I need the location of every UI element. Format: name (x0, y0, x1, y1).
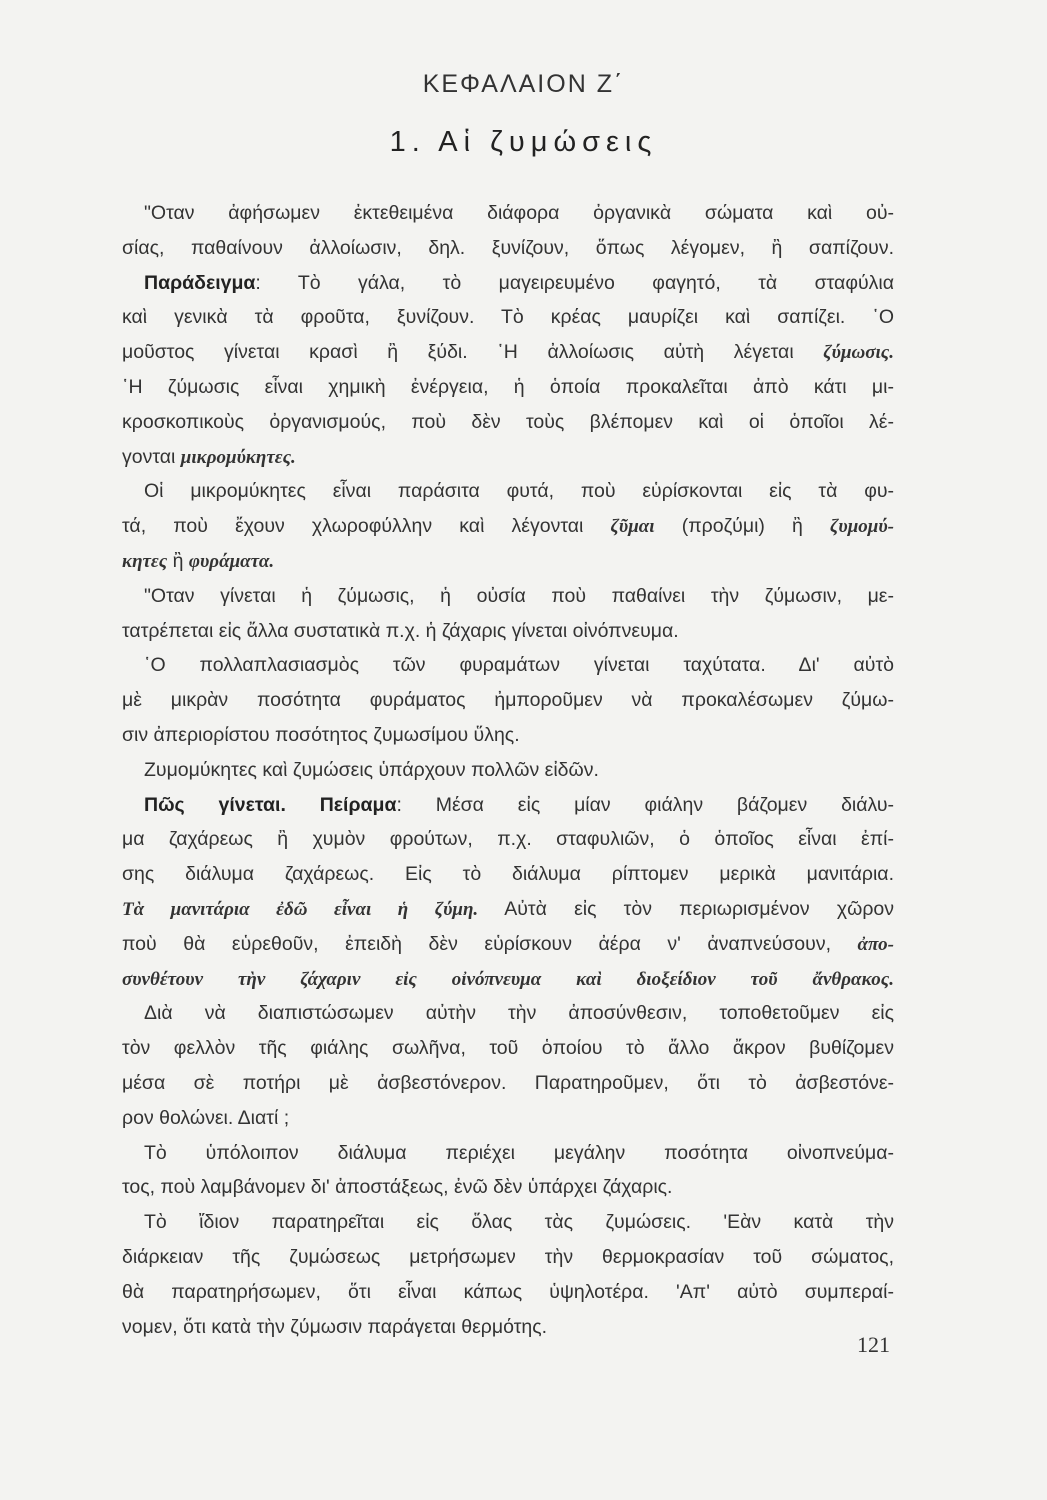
text-line (122, 614, 894, 649)
emphasis-text: κητες (122, 550, 168, 572)
text-line (122, 927, 894, 962)
emphasis-text: ἀπο- (857, 933, 894, 955)
text-line (122, 648, 894, 683)
text-line (122, 1136, 894, 1171)
text-line (122, 1101, 894, 1136)
text-line (122, 405, 894, 440)
text-run: μοῦστος γίνεται κρασὶ ἢ ξύδι. ῾Η ἀλλοίωσις αὐτὴ λέγεται (122, 341, 824, 364)
text-run: θὰ παρατηρήσωμεν, ὅτι εἶναι κάπως ὑψηλοτέρα. 'Απ' αὐτὸ συμπεραί- (122, 1280, 894, 1303)
text-run: Οἱ μικρομύκητες εἶναι παράσιτα φυτά, ποὺ εὑρίσκονται εἰς τὰ φυ- (144, 480, 894, 503)
text-line (122, 300, 894, 335)
text-run: σιν ἀπεριορίστου ποσότητος ζυμωσίμου ὕλης. (122, 723, 520, 746)
text-run: μα ζαχάρεως ἢ χυμὸν φρούτων, π.χ. σταφυλιῶν, ὁ ὁποῖος εἶναι ἐπί- (122, 828, 894, 851)
text-run: μέσα σὲ ποτήρι μὲ ἀσβεστόνερον. Παρατηροῦμεν, ὅτι τὸ ἀσβεστόνε- (122, 1071, 894, 1094)
text-run: ρον θολώνει. Διατί ; (122, 1106, 290, 1129)
text-run: σης διάλυμα ζαχάρεως. Εἰς τὸ διάλυμα ρίπτομεν μερικὰ μανιτάρια. (122, 863, 894, 886)
text-line (122, 962, 894, 997)
page-number: 121 (857, 1332, 890, 1357)
text-line (122, 370, 894, 405)
bold-heading-text: Παράδειγμα (144, 271, 256, 294)
text-run: "Οταν ἀφήσωμεν ἐκτεθειμένα διάφορα ὀργανικὰ σώματα καὶ οὐ- (144, 202, 894, 224)
text-run: σίας, παθαίνουν ἀλλοίωσιν, δηλ. ξυνίζουν, ὅπως λέγομεν, ἢ σαπίζουν. (122, 236, 894, 259)
text-line (122, 579, 894, 614)
text-line (122, 857, 894, 892)
text-line (122, 718, 894, 753)
text-run: ῾Η ζύμωσις εἶναι χημικὴ ἐνέργεια, ἡ ὁποία προκαλεῖται ἀπὸ κάτι μι- (122, 375, 894, 398)
text-run: νομεν, ὅτι κατὰ τὴν ζύμωσιν παράγεται θερμότης. (122, 1315, 548, 1338)
text-run: ἢ (167, 549, 189, 572)
section-title: 1. Αἱ ζυμώσεις (389, 126, 658, 158)
text-run: καὶ γενικὰ τὰ φροῦτα, ξυνίζουν. Τὸ κρέας μαυρίζει καὶ σαπίζει. ῾Ο (122, 306, 894, 329)
text-line (122, 788, 894, 823)
text-run: διάρκειαν τῆς ζυμώσεως μετρήσωμεν τὴν θερμοκρασίαν τοῦ σώματος, (122, 1245, 894, 1268)
text-run: ποὺ θὰ εὑρεθοῦν, ἐπειδὴ δὲν εὑρίσκουν ἀέρα ν' ἀναπνεύσουν, (122, 932, 858, 955)
text-line (122, 1310, 894, 1345)
text-line (122, 266, 894, 301)
text-line (122, 892, 894, 927)
text-line (122, 683, 894, 718)
text-run: τὸν φελλὸν τῆς φιάλης σωλῆνα, τοῦ ὁποίου τὸ ἄλλο ἄκρον βυθίζομεν (122, 1037, 894, 1060)
text-run: (προζύμι) ἢ (654, 515, 831, 538)
text-run: Τὸ ἴδιον παρατηρεῖται εἰς ὅλας τὰς ζυμώσεις. 'Εὰν κατὰ τὴν (144, 1211, 894, 1234)
text-line (122, 196, 894, 231)
text-line (122, 1066, 894, 1101)
text-line (122, 440, 894, 475)
text-run: ῾Ο πολλαπλασιασμὸς τῶν φυραμάτων γίνεται ταχύτατα. Δι' αὐτὸ (144, 654, 894, 677)
emphasis-text: μικρομύκητες. (180, 446, 296, 468)
text-run: κροσκοπικοὺς ὀργανισμούς, ποὺ δὲν τοὺς βλέπομεν καὶ οἱ ὁποῖοι λέ- (122, 410, 894, 433)
emphasis-text: ζύμωσις. (823, 342, 894, 364)
chapter-title: ΚΕΦΑΛΑΙΟΝ Ζ΄ (422, 70, 625, 98)
emphasis-text: φυράματα. (188, 550, 275, 572)
text-run: Τὸ ὑπόλοιπον διάλυμα περιέχει μεγάλην ποσότητα οἰνοπνεύμα- (144, 1141, 894, 1164)
text-run: Αὐτὰ εἰς τὸν περιωρισμένον χῶρον (478, 897, 894, 920)
text-run: τά, ποὺ ἔχουν χλωροφύλλην καὶ λέγονται (122, 515, 611, 538)
text-line (122, 1170, 894, 1205)
text-run: μὲ μικρὰν ποσότητα φυράματος ἠμποροῦμεν νὰ προκαλέσωμεν ζύμω- (122, 689, 894, 712)
text-line (122, 335, 894, 370)
text-run: Ζυμομύκητες καὶ ζυμώσεις ὑπάρχουν πολλῶν εἰδῶν. (144, 758, 599, 781)
text-line (122, 996, 894, 1031)
text-line (122, 509, 894, 544)
emphasis-text: ζῦμαι (610, 516, 655, 538)
text-run: : Μέσα εἰς μίαν φιάλην βάζομεν διάλυ- (396, 793, 894, 816)
emphasis-text: συνθέτουν τὴν ζάχαριν εἰς οἰνόπνευμα καὶ διοξείδιον τοῦ ἄνθρακος. (122, 968, 894, 990)
text-line (122, 474, 894, 509)
text-line (122, 1205, 894, 1240)
text-run: τατρέπεται εἰς ἄλλα συστατικὰ π.χ. ἡ ζάχαρις γίνεται οἰνόπνευμα. (122, 619, 679, 642)
text-run: : Τὸ γάλα, τὸ μαγειρευμένο φαγητό, τὰ σταφύλια (255, 271, 894, 294)
text-line (122, 822, 894, 857)
emphasis-text: ζυμομύ- (830, 516, 894, 538)
text-run: Διὰ νὰ διαπιστώσωμεν αὐτὴν τὴν ἀποσύνθεσιν, τοποθετοῦμεν εἰς (144, 1002, 894, 1025)
bold-heading-text: Πῶς γίνεται. Πείραμα (144, 793, 397, 816)
text-line (122, 231, 894, 266)
text-line (122, 544, 894, 579)
text-run: τος, ποὺ λαμβάνομεν δι' ἀποστάξεως, ἐνῶ δὲν ὑπάρχει ζάχαρις. (122, 1176, 673, 1199)
text-line (122, 1031, 894, 1066)
text-line (122, 753, 894, 788)
text-line (122, 1275, 894, 1310)
text-line (122, 1240, 894, 1275)
body-text (122, 196, 894, 1344)
text-run: "Οταν γίνεται ἡ ζύμωσις, ἡ οὐσία ποὺ παθαίνει τὴν ζύμωσιν, με- (144, 584, 894, 607)
text-run: γονται (122, 445, 181, 468)
emphasis-text: Τὰ μανιτάρια ἐδῶ εἶναι ἡ ζύμη. (122, 898, 479, 920)
